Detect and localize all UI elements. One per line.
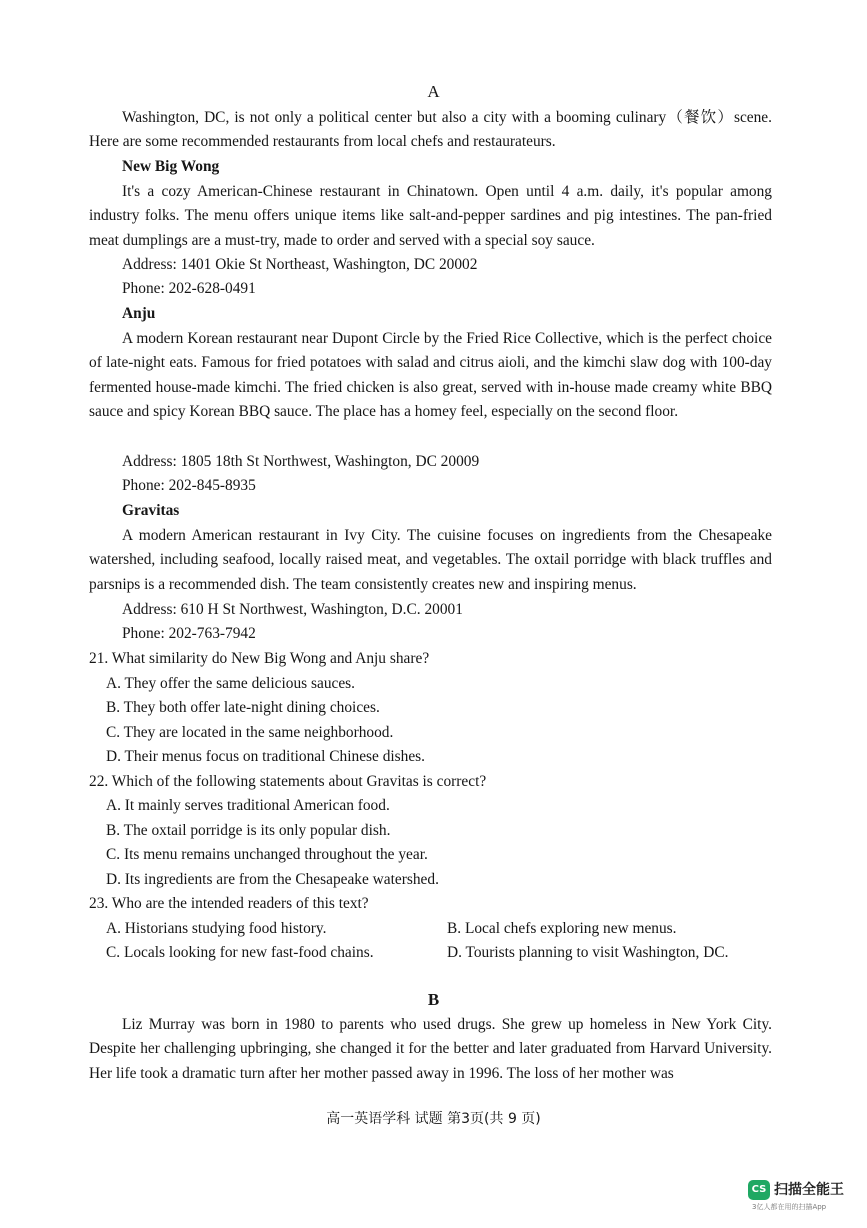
restaurant-address-anju: Address: 1805 18th St Northwest, Washington, DC 20009	[122, 453, 480, 470]
question-23-stem: 23. Who are the intended readers of this text?	[89, 895, 369, 912]
restaurant-name-gravitas: Gravitas	[122, 502, 180, 519]
restaurant-phone-new-big-wong: Phone: 202-628-0491	[122, 280, 256, 297]
scanner-brand-name: 扫描全能王	[774, 1182, 844, 1198]
question-21-option-a: A. They offer the same delicious sauces.	[106, 675, 356, 692]
question-23-option-c: C. Locals looking for new fast-food chains.	[106, 944, 374, 961]
section-b-letter: B	[427, 990, 440, 1009]
scanner-watermark	[748, 1179, 844, 1213]
restaurant-address-new-big-wong: Address: 1401 Okie St Northeast, Washington, DC 20002	[122, 256, 478, 273]
question-22-stem: 22. Which of the following statements about Gravitas is correct?	[89, 773, 487, 790]
scanner-tagline: 3亿人都在用的扫描App	[752, 1203, 827, 1211]
restaurant-description-new-big-wong: It's a cozy American-Chinese restaurant in Chinatown. Open until 4 a.m. daily, it's popular among industry folks. The menu offers unique items like salt-and-pepper sardines and pig intestines. The pan-fried meat dumplings are a must-try, made to order and served with a special soy sauce.	[89, 183, 772, 249]
passage-a-intro: Washington, DC, is not only a political center but also a city with a booming culinary（餐饮）scene. Here are some recommended restaurants from local chefs and restaurateurs.	[89, 109, 772, 151]
camscanner-logo-icon: CS	[748, 1180, 770, 1200]
passage-b-text: Liz Murray was born in 1980 to parents who used drugs. She grew up homeless in New York City. Despite her challenging upbringing, she changed it for the better and later graduated from Harvard University. Her life took a dramatic turn after her mother passed away in 1996. The loss of her mother was	[89, 1016, 772, 1082]
question-21-stem: 21. What similarity do New Big Wong and Anju share?	[89, 650, 430, 667]
section-a-letter: A	[427, 82, 440, 101]
question-23-option-a: A. Historians studying food history.	[106, 920, 327, 937]
question-21-option-c: C. They are located in the same neighborhood.	[106, 724, 394, 741]
question-22-option-c: C. Its menu remains unchanged throughout the year.	[106, 846, 428, 863]
question-22-option-d: D. Its ingredients are from the Chesapeake watershed.	[106, 871, 439, 888]
question-21-option-d: D. Their menus focus on traditional Chinese dishes.	[106, 748, 426, 765]
question-22-option-a: A. It mainly serves traditional American food.	[106, 797, 390, 814]
question-23-option-b: B. Local chefs exploring new menus.	[447, 920, 677, 937]
question-23-option-d: D. Tourists planning to visit Washington, DC.	[447, 944, 729, 961]
restaurant-name-new-big-wong: New Big Wong	[122, 158, 220, 175]
restaurant-description-anju: A modern Korean restaurant near Dupont Circle by the Fried Rice Collective, which is the perfect choice of late-night eats. Famous for fried potatoes with salad and citrus aioli, and the kimchi slaw dog with 100-day fermented house-made kimchi. The fried chicken is also great, served with in-house made creamy white BBQ sauce and spicy Korean BBQ sauce. The place has a homey feel, especially on the second floor.	[89, 330, 772, 421]
restaurant-address-gravitas: Address: 610 H St Northwest, Washington, D.C. 20001	[122, 601, 463, 618]
question-22-option-b: B. The oxtail porridge is its only popular dish.	[106, 822, 391, 839]
restaurant-phone-anju: Phone: 202-845-8935	[122, 477, 256, 494]
restaurant-description-gravitas: A modern American restaurant in Ivy City. The cuisine focuses on ingredients from the Chesapeake watershed, including seafood, locally raised meat, and vegetables. The oxtail porridge with black truffles and parsnips is a recommended dish. The team consistently creates new and inspiring menus.	[89, 527, 772, 593]
page-footer: 高一英语学科 试题 第3页(共 9 页)	[326, 1111, 541, 1127]
restaurant-phone-gravitas: Phone: 202-763-7942	[122, 625, 256, 642]
question-21-option-b: B. They both offer late-night dining choices.	[106, 699, 380, 716]
restaurant-name-anju: Anju	[122, 305, 156, 322]
